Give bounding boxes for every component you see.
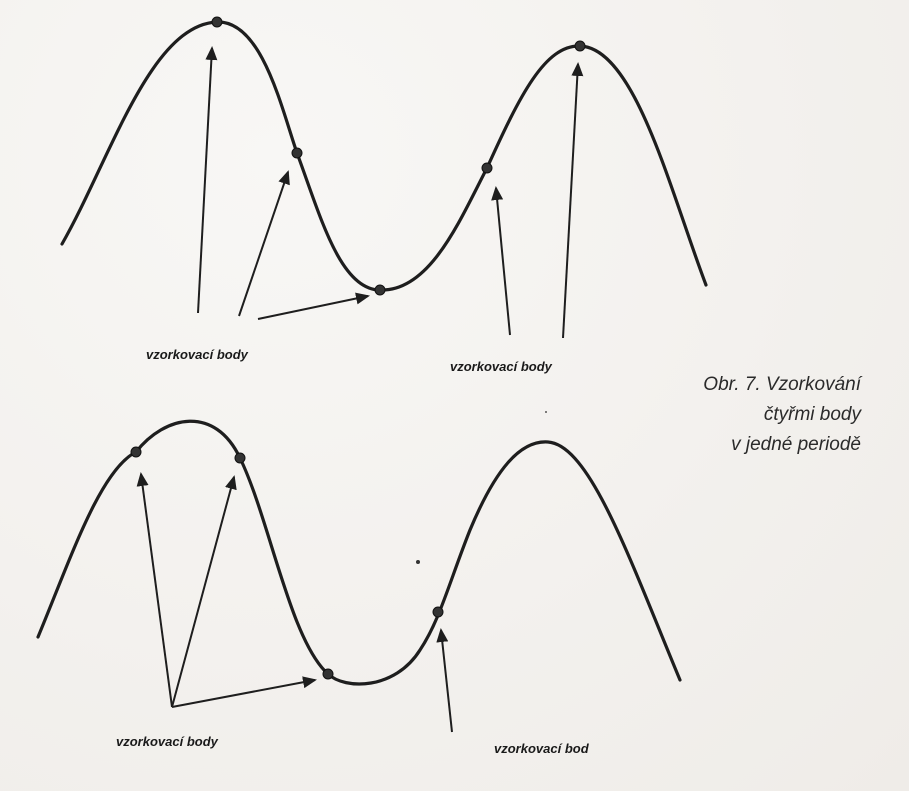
- figure-caption: [703, 370, 861, 460]
- top-sample-point-4: [482, 163, 492, 173]
- caption-line-2: čtyřmi body: [763, 404, 861, 425]
- top-sample-point-2: [292, 148, 302, 158]
- bottom-sample-point-4: [433, 607, 443, 617]
- top-sine-curve: [62, 22, 706, 290]
- bottom-label-right: vzorkovací bod: [494, 741, 589, 756]
- top-label-left: vzorkovací body: [146, 347, 248, 362]
- bottom-sample-point-1: [131, 447, 141, 457]
- bottom-sample-point-3: [323, 669, 333, 679]
- bottom-arrow-1: [141, 474, 172, 707]
- bottom-arrow-2: [172, 477, 234, 707]
- top-label-right: vzorkovací body: [450, 359, 552, 374]
- top-arrow-1: [198, 48, 212, 313]
- top-sample-point-1: [212, 17, 222, 27]
- top-sample-point-3: [375, 285, 385, 295]
- top-arrow-3: [258, 296, 368, 319]
- speck-mark: [416, 560, 420, 564]
- top-panel: [62, 17, 706, 338]
- speck-mark: [545, 411, 547, 413]
- top-arrow-4: [496, 188, 510, 335]
- bottom-label-left: vzorkovací body: [116, 734, 218, 749]
- caption-line-3: v jedné periodě: [731, 434, 861, 455]
- bottom-panel: [38, 411, 680, 732]
- top-sample-point-5: [575, 41, 585, 51]
- bottom-sample-point-2: [235, 453, 245, 463]
- bottom-arrow-3: [172, 680, 315, 707]
- bottom-arrow-4: [441, 630, 452, 732]
- top-arrow-2: [239, 172, 288, 316]
- caption-line-1: Obr. 7. Vzorkování: [703, 374, 861, 395]
- bottom-sine-curve: [38, 421, 680, 684]
- top-arrow-5: [563, 64, 578, 338]
